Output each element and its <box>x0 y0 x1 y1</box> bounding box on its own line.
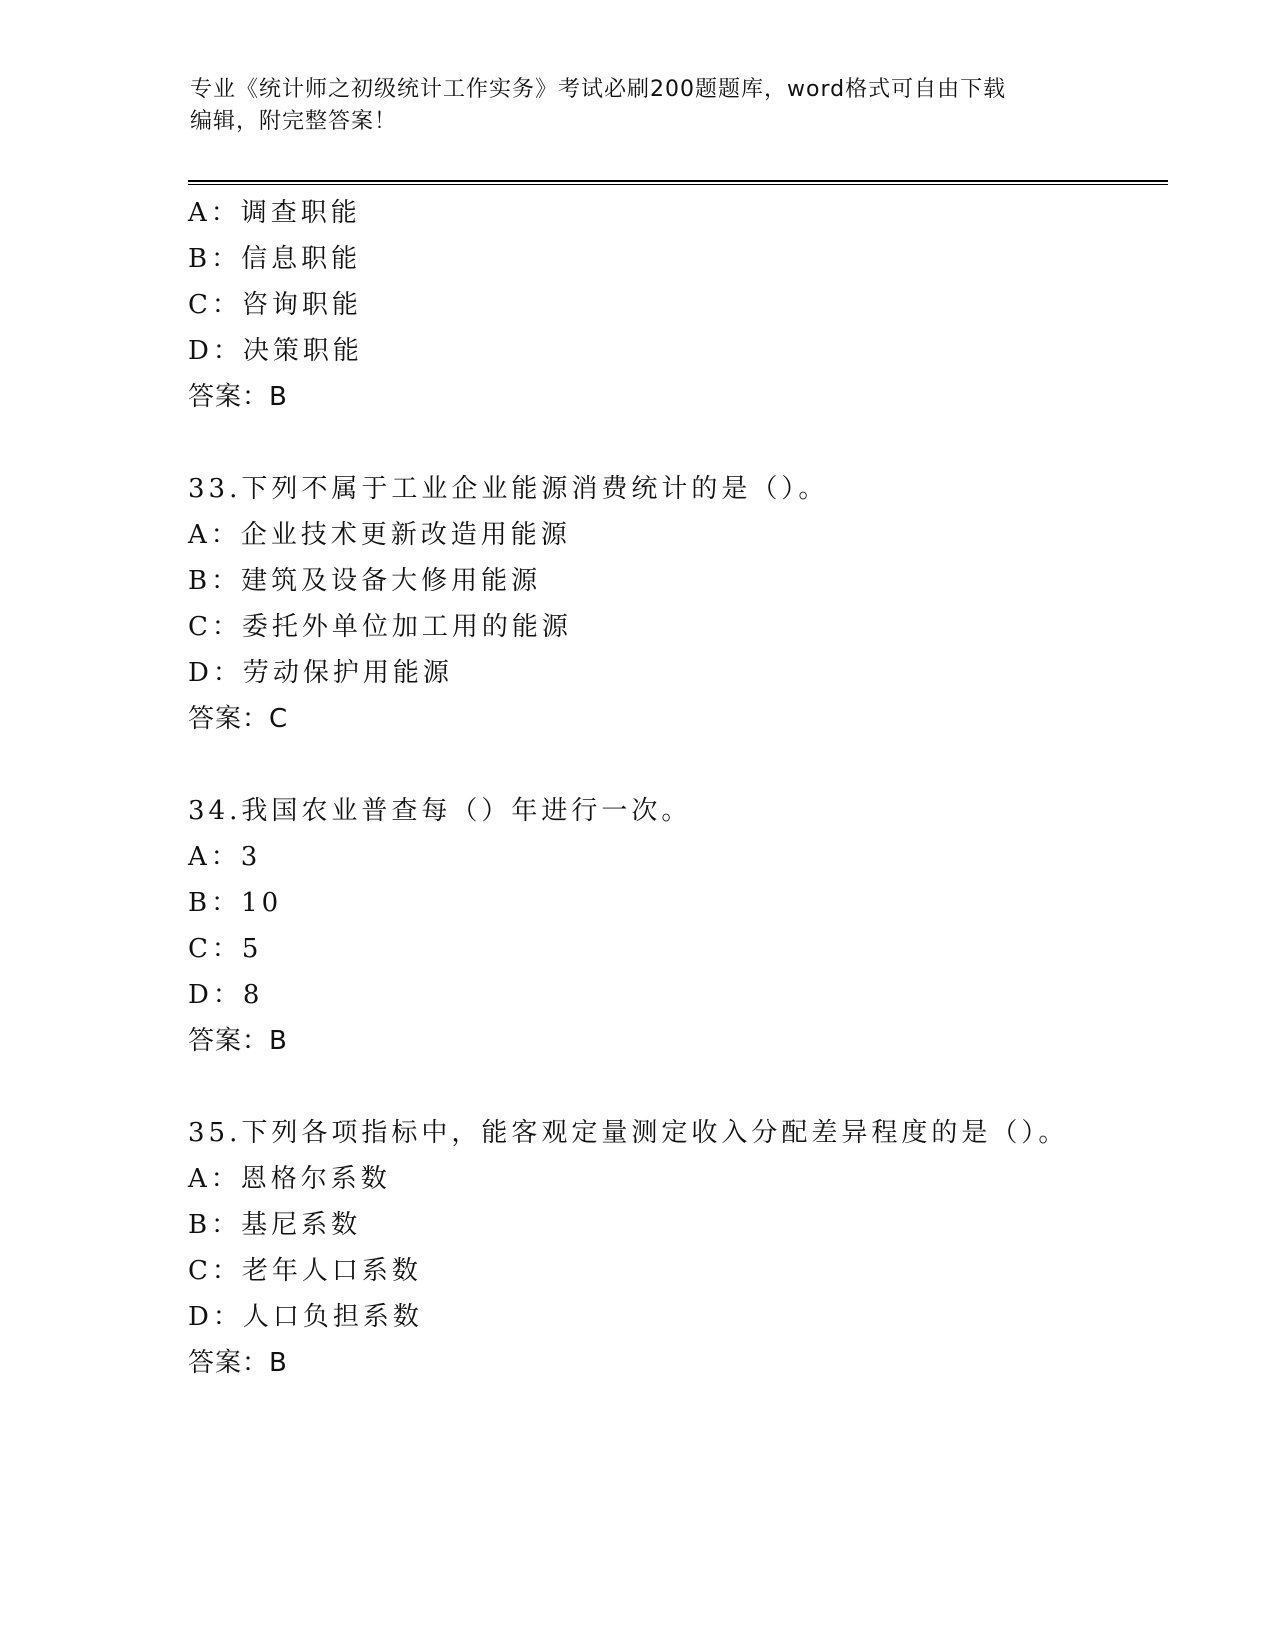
question-text: 34.我国农业普查每（）年进行一次。 <box>188 796 692 826</box>
option-a: A：3 <box>188 842 262 872</box>
question-block-34 <box>188 788 1168 1064</box>
option-b: B：信息职能 <box>188 244 362 274</box>
question-block-35 <box>188 1110 1168 1386</box>
option-d: D：8 <box>188 980 264 1010</box>
spacer <box>188 1064 1168 1110</box>
question-list <box>188 190 1168 1386</box>
option-c: C：老年人口系数 <box>188 1256 422 1286</box>
option-b: B：建筑及设备大修用能源 <box>188 566 542 596</box>
option-a: A：调查职能 <box>188 198 361 228</box>
option-c: C：5 <box>188 934 263 964</box>
header-divider-thick <box>188 180 1168 182</box>
question-text: 35.下列各项指标中，能客观定量测定收入分配差异程度的是（）。 <box>188 1118 1069 1148</box>
answer-line: 答案：B <box>188 1348 288 1378</box>
spacer <box>188 742 1168 788</box>
page-header <box>190 74 1090 138</box>
option-d: D：人口负担系数 <box>188 1302 423 1332</box>
spacer <box>188 420 1168 466</box>
header-divider-thin <box>188 184 1168 185</box>
answer-line: 答案：B <box>188 1026 288 1056</box>
answer-line: 答案：B <box>188 382 288 412</box>
option-c: C：委托外单位加工用的能源 <box>188 612 572 642</box>
question-block-33 <box>188 466 1168 742</box>
question-text: 33.下列不属于工业企业能源消费统计的是（）。 <box>188 474 829 504</box>
question-block-32 <box>188 190 1168 420</box>
option-a: A：恩格尔系数 <box>188 1164 391 1194</box>
header-title-line-1: 专业《统计师之初级统计工作实务》考试必刷200题题库，word格式可自由下载 <box>190 77 1007 102</box>
option-a: A：企业技术更新改造用能源 <box>188 520 571 550</box>
header-title-line-2: 编辑，附完整答案！ <box>190 109 398 134</box>
option-d: D：决策职能 <box>188 336 363 366</box>
option-d: D：劳动保护用能源 <box>188 658 453 688</box>
option-b: B：基尼系数 <box>188 1210 362 1240</box>
option-b: B：10 <box>188 888 283 918</box>
option-c: C：咨询职能 <box>188 290 362 320</box>
answer-line: 答案：C <box>188 704 289 734</box>
